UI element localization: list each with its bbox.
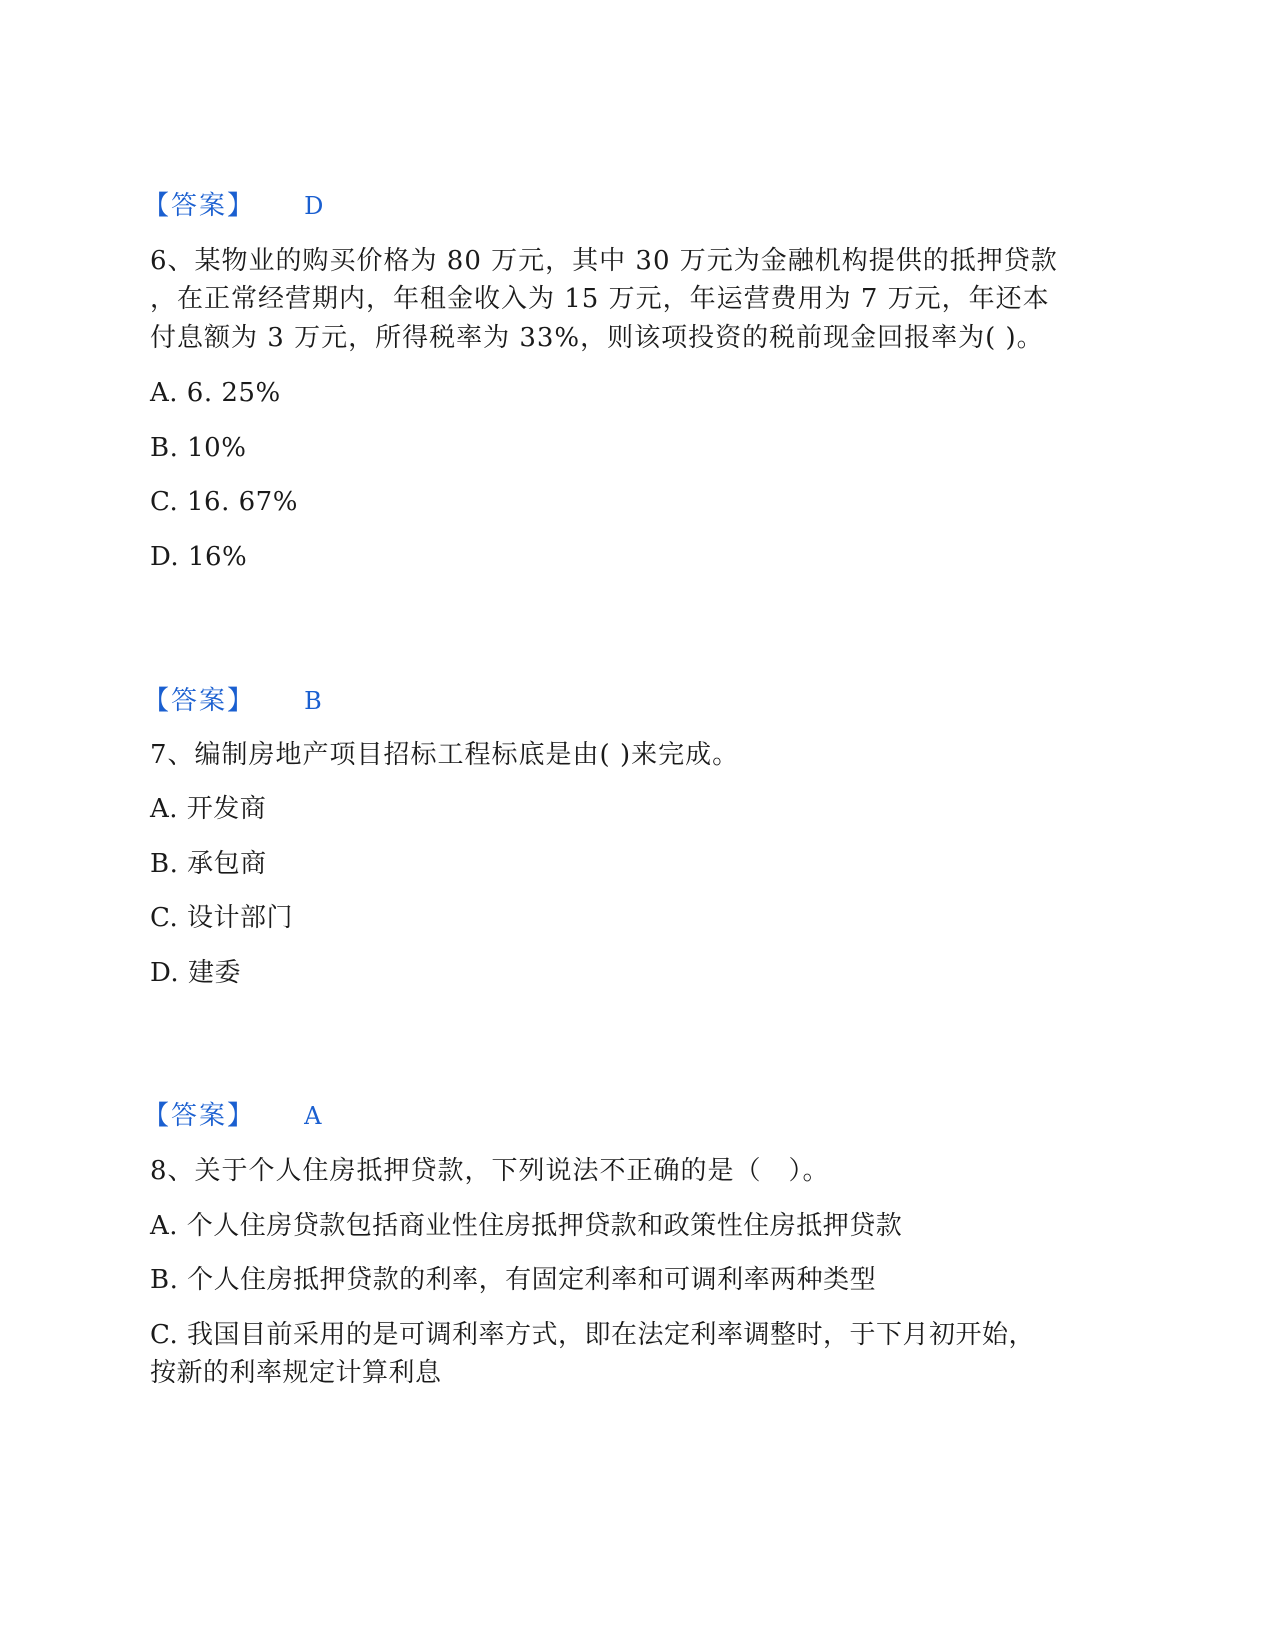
option-b: B. 10% — [150, 433, 247, 463]
option-a: A. 个人住房贷款包括商业性住房抵押贷款和政策性住房抵押贷款 — [150, 1211, 903, 1241]
option-d: D. 16% — [150, 542, 248, 572]
question-6-line-1: 6、某物业的购买价格为 80 万元，其中 30 万元为金融机构提供的抵押贷款 — [150, 246, 1058, 276]
option-c-line-1: C. 我国目前采用的是可调利率方式，即在法定利率调整时，于下月初开始， — [150, 1320, 1035, 1350]
answer-value: A — [304, 1102, 322, 1130]
option-b: B. 承包商 — [150, 849, 267, 879]
option-c: C. 16. 67% — [150, 487, 298, 517]
answer-label: 【答案】 — [143, 686, 256, 716]
question-6-line-3: 付息额为 3 万元，所得税率为 33%，则该项投资的税前现金回报率为( )。 — [150, 323, 1044, 353]
answer-label: 【答案】 — [143, 191, 256, 221]
answer-line — [143, 1100, 321, 1132]
option-c-line-2: 按新的利率规定计算利息 — [150, 1358, 442, 1388]
answer-line — [143, 685, 322, 717]
option-b: B. 个人住房抵押贷款的利率，有固定利率和可调利率两种类型 — [150, 1265, 877, 1295]
answer-line — [143, 190, 323, 222]
question-6-line-2: ，在正常经营期内，年租金收入为 15 万元，年运营费用为 7 万元，年还本 — [150, 284, 1050, 314]
option-a: A. 6. 25% — [150, 378, 281, 408]
question-8-line-1: 8、关于个人住房抵押贷款，下列说法不正确的是（ ）。 — [150, 1156, 830, 1186]
answer-value: D — [304, 192, 324, 220]
question-7-line-1: 7、编制房地产项目招标工程标底是由( )来完成。 — [150, 740, 740, 770]
option-d: D. 建委 — [150, 958, 241, 988]
answer-label: 【答案】 — [143, 1101, 256, 1131]
answer-value: B — [304, 687, 322, 715]
option-c: C. 设计部门 — [150, 903, 293, 933]
option-a: A. 开发商 — [150, 794, 267, 824]
